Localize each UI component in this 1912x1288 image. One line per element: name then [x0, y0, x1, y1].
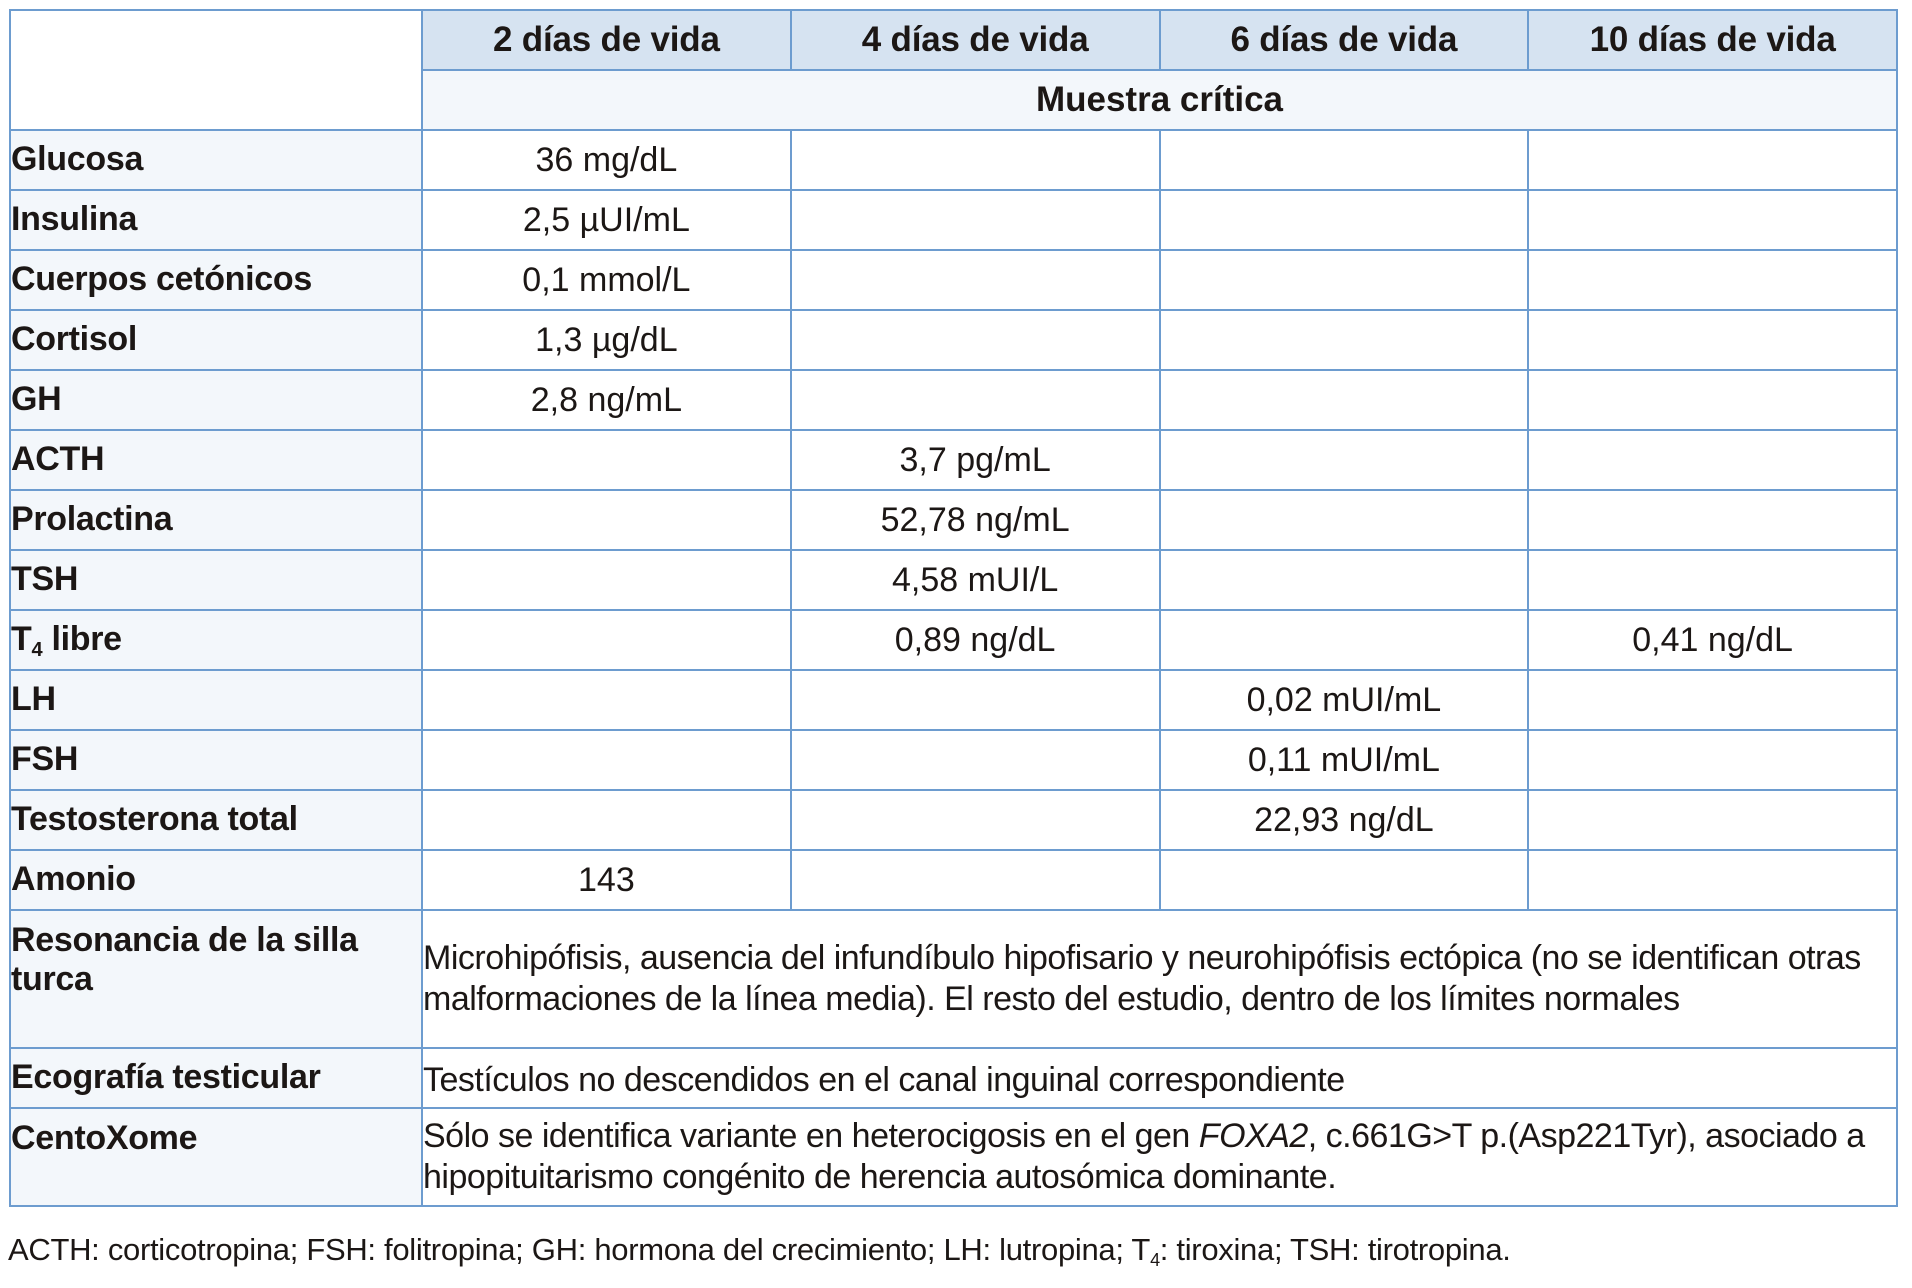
row-label: Amonio	[10, 850, 422, 910]
cell-value	[1528, 130, 1897, 190]
text-after: , c.661G>T p.(Asp221Tyr), asociado a hipopituitarismo congénito de herencia autosómica dominante.	[423, 1117, 1865, 1196]
table-row	[10, 370, 1897, 430]
cell-value	[791, 250, 1160, 310]
table-row	[10, 250, 1897, 310]
cell-value: 0,89 ng/dL	[791, 610, 1160, 670]
table-row	[10, 490, 1897, 550]
cell-value: 0,02 mUI/mL	[1160, 670, 1529, 730]
table-row	[10, 190, 1897, 250]
cell-value	[422, 730, 791, 790]
row-label-subscript: 4	[31, 639, 43, 662]
table-row	[10, 790, 1897, 850]
cell-value	[1160, 490, 1529, 550]
cell-value	[422, 430, 791, 490]
cell-value: 36 mg/dL	[422, 130, 791, 190]
cell-value	[1160, 370, 1529, 430]
cell-value	[1160, 310, 1529, 370]
cell-value	[1528, 550, 1897, 610]
row-label: Testosterona total	[10, 790, 422, 850]
column-header: 6 días de vida	[1160, 10, 1529, 70]
table-row	[10, 850, 1897, 910]
cell-value	[1528, 790, 1897, 850]
row-label-rest: libre	[42, 620, 122, 659]
row-label: Resonancia de la silla turca	[10, 910, 422, 1048]
column-header: 4 días de vida	[791, 10, 1160, 70]
row-label: Ecografía testicular	[10, 1048, 422, 1108]
table-row	[10, 130, 1897, 190]
cell-value	[1528, 430, 1897, 490]
table-row	[10, 670, 1897, 730]
table-row-text	[10, 1048, 1897, 1108]
column-header: 10 días de vida	[1528, 10, 1897, 70]
row-label: Cortisol	[10, 310, 422, 370]
row-label: GH	[10, 370, 422, 430]
table-row	[10, 310, 1897, 370]
footnote-part2: : tiroxina; TSH: tirotropina.	[1159, 1232, 1511, 1267]
cell-text	[422, 1108, 1897, 1206]
cell-value: 143	[422, 850, 791, 910]
row-label: TSH	[10, 550, 422, 610]
footnote-subscript: 4	[1150, 1250, 1160, 1270]
row-label	[10, 610, 422, 670]
cell-value: 4,58 mUI/L	[791, 550, 1160, 610]
cell-value	[422, 550, 791, 610]
row-label: CentoXome	[10, 1108, 422, 1206]
cell-value	[791, 790, 1160, 850]
row-label: Glucosa	[10, 130, 422, 190]
table-row	[10, 730, 1897, 790]
gene-name: FOXA2	[1198, 1117, 1308, 1155]
cell-value	[1160, 190, 1529, 250]
cell-value	[1528, 670, 1897, 730]
cell-value	[1160, 430, 1529, 490]
cell-value	[791, 730, 1160, 790]
cell-value	[422, 490, 791, 550]
cell-value	[1528, 250, 1897, 310]
row-label: ACTH	[10, 430, 422, 490]
row-label: FSH	[10, 730, 422, 790]
cell-value	[1528, 310, 1897, 370]
cell-text: Testículos no descendidos en el canal inguinal correspondiente	[422, 1048, 1897, 1108]
cell-value	[422, 790, 791, 850]
cell-value	[422, 610, 791, 670]
cell-value	[1528, 730, 1897, 790]
table-row	[10, 610, 1897, 670]
header-row	[10, 10, 1897, 70]
cell-value	[791, 370, 1160, 430]
cell-value	[1160, 610, 1529, 670]
sample-label: Muestra crítica	[422, 70, 1897, 130]
cell-value	[791, 850, 1160, 910]
cell-value	[422, 670, 791, 730]
cell-value: 52,78 ng/mL	[791, 490, 1160, 550]
cell-value: 0,1 mmol/L	[422, 250, 791, 310]
row-label-main: T	[11, 620, 32, 659]
lab-results-table	[9, 9, 1898, 1207]
cell-value: 2,5 µUI/mL	[422, 190, 791, 250]
cell-value: 0,41 ng/dL	[1528, 610, 1897, 670]
footnote-part1: ACTH: corticotropina; FSH: folitropina; GH: hormona del crecimiento; LH: lutropina; T	[8, 1232, 1151, 1267]
cell-value: 22,93 ng/dL	[1160, 790, 1529, 850]
cell-value	[1528, 370, 1897, 430]
row-label: LH	[10, 670, 422, 730]
cell-value: 1,3 µg/dL	[422, 310, 791, 370]
text-before: Sólo se identifica variante en heterocigosis en el gen	[423, 1117, 1199, 1155]
table-row-text	[10, 910, 1897, 1048]
cell-value	[791, 670, 1160, 730]
cell-value	[1528, 490, 1897, 550]
cell-value	[1160, 550, 1529, 610]
table-row-text	[10, 1108, 1897, 1206]
table-row	[10, 430, 1897, 490]
cell-value	[1160, 250, 1529, 310]
cell-value: 2,8 ng/mL	[422, 370, 791, 430]
footnote	[8, 1232, 1511, 1268]
cell-value: 3,7 pg/mL	[791, 430, 1160, 490]
row-label: Prolactina	[10, 490, 422, 550]
cell-text: Microhipófisis, ausencia del infundíbulo hipofisario y neurohipófisis ectópica (no se identifican otras malformaciones de la línea media). El resto del estudio, dentro de los límites normales	[422, 910, 1897, 1048]
column-header: 2 días de vida	[422, 10, 791, 70]
cell-value	[1528, 850, 1897, 910]
cell-value	[791, 190, 1160, 250]
row-label: Insulina	[10, 190, 422, 250]
table-row	[10, 550, 1897, 610]
cell-value	[1160, 850, 1529, 910]
cell-value	[1160, 130, 1529, 190]
cell-value	[791, 310, 1160, 370]
row-label: Cuerpos cetónicos	[10, 250, 422, 310]
corner-cell	[10, 10, 422, 130]
cell-value	[791, 130, 1160, 190]
cell-value	[1528, 190, 1897, 250]
cell-value: 0,11 mUI/mL	[1160, 730, 1529, 790]
